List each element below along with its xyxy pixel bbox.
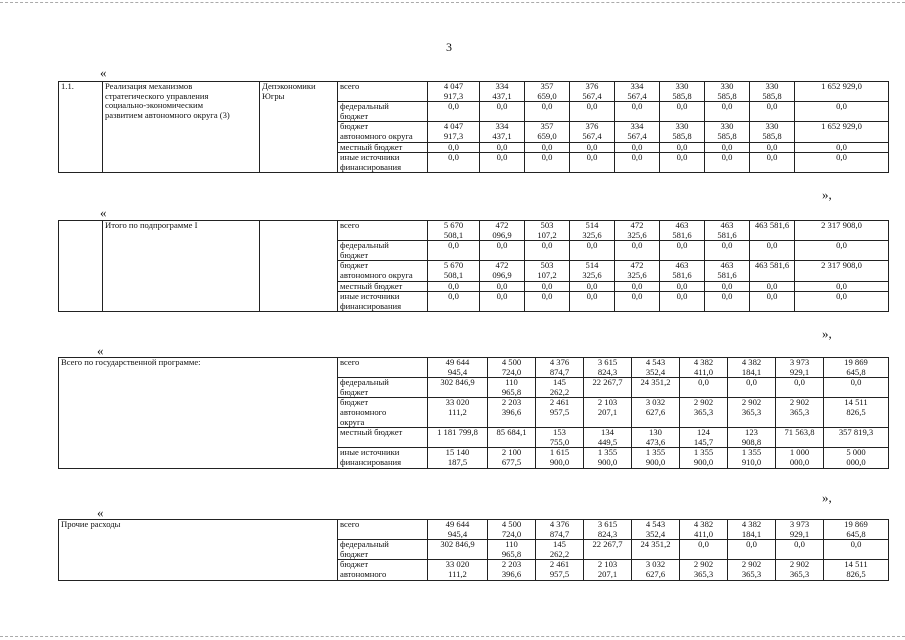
- value-cell: 22 267,7: [584, 540, 632, 560]
- funding-source: местный бюджет: [338, 142, 428, 153]
- value-cell: 0,0: [705, 292, 750, 312]
- funding-source: бюджет автономного: [338, 560, 428, 580]
- funding-source: бюджет автономного округа: [338, 398, 428, 428]
- value-cell: 0,0: [705, 241, 750, 261]
- value-cell: 0,0: [680, 540, 728, 560]
- value-cell: 302 846,9: [428, 378, 488, 398]
- value-cell: 503 107,2: [525, 221, 570, 241]
- value-cell: 0,0: [776, 540, 824, 560]
- value-cell: 1 000 000,0: [776, 448, 824, 468]
- open-quote: «: [100, 205, 107, 220]
- open-quote: «: [100, 65, 107, 80]
- value-cell: 2 317 908,0: [795, 221, 889, 241]
- value-cell: 357 819,3: [824, 428, 889, 448]
- value-cell: 85 684,1: [488, 428, 536, 448]
- value-cell: 145 262,2: [536, 540, 584, 560]
- value-cell: 357 659,0: [525, 82, 570, 102]
- value-cell: 463 581,6: [660, 261, 705, 281]
- value-cell: 0,0: [660, 142, 705, 153]
- value-cell: 145 262,2: [536, 378, 584, 398]
- value-cell: 0,0: [680, 378, 728, 398]
- value-cell: 0,0: [480, 292, 525, 312]
- value-cell: 0,0: [795, 102, 889, 122]
- value-cell: 334 437,1: [480, 122, 525, 142]
- value-cell: 0,0: [480, 142, 525, 153]
- value-cell: 1 652 929,0: [795, 122, 889, 142]
- value-cell: 3 615 824,3: [584, 358, 632, 378]
- value-cell: 24 351,2: [632, 378, 680, 398]
- value-cell: 4 500 724,0: [488, 358, 536, 378]
- value-cell: 3 032 627,6: [632, 560, 680, 580]
- table-subprogram-total: [58, 220, 889, 312]
- funding-source: местный бюджет: [338, 428, 428, 448]
- value-cell: 1 355 900,0: [680, 448, 728, 468]
- value-cell: 3 032 627,6: [632, 398, 680, 428]
- value-cell: 2 317 908,0: [795, 261, 889, 281]
- value-cell: 5 000 000,0: [824, 448, 889, 468]
- value-cell: 1 615 900,0: [536, 448, 584, 468]
- value-cell: 2 902 365,3: [728, 560, 776, 580]
- funding-source: иные источники финансирования: [338, 448, 428, 468]
- value-cell: 14 511 826,5: [824, 398, 889, 428]
- value-cell: 0,0: [525, 241, 570, 261]
- value-cell: 4 047 917,3: [428, 122, 480, 142]
- funding-source: всего: [338, 82, 428, 102]
- funding-source: федеральный бюджет: [338, 241, 428, 261]
- value-cell: 4 500 724,0: [488, 520, 536, 540]
- value-cell: 2 902 365,3: [680, 398, 728, 428]
- value-cell: 0,0: [728, 540, 776, 560]
- subprogram-title: Итого по подпрограмме I: [103, 221, 260, 312]
- value-cell: 0,0: [570, 281, 615, 292]
- value-cell: 0,0: [615, 142, 660, 153]
- value-cell: 3 973 929,1: [776, 358, 824, 378]
- table-row: [59, 82, 889, 102]
- value-cell: 330 585,8: [660, 82, 705, 102]
- table-section-1-1: [58, 81, 889, 173]
- table-program-total: [58, 357, 889, 469]
- value-cell: 330 585,8: [750, 82, 795, 102]
- close-quote: »,: [822, 326, 832, 341]
- value-cell: 1 181 799,8: [428, 428, 488, 448]
- value-cell: 0,0: [428, 241, 480, 261]
- value-cell: 514 325,6: [570, 261, 615, 281]
- value-cell: 2 203 396,6: [488, 560, 536, 580]
- value-cell: 330 585,8: [660, 122, 705, 142]
- value-cell: 130 473,6: [632, 428, 680, 448]
- value-cell: 330 585,8: [750, 122, 795, 142]
- responsible-executor: Депэкономики Югры: [260, 82, 338, 173]
- value-cell: 2 902 365,3: [680, 560, 728, 580]
- value-cell: 4 376 874,7: [536, 520, 584, 540]
- value-cell: 124 145,7: [680, 428, 728, 448]
- value-cell: 463 581,6: [705, 261, 750, 281]
- value-cell: 15 140 187,5: [428, 448, 488, 468]
- value-cell: 2 461 957,5: [536, 398, 584, 428]
- funding-source: иные источники финансирования: [338, 292, 428, 312]
- value-cell: 49 644 945,4: [428, 358, 488, 378]
- value-cell: 0,0: [570, 102, 615, 122]
- value-cell: 514 325,6: [570, 221, 615, 241]
- value-cell: 0,0: [795, 292, 889, 312]
- funding-source: федеральный бюджет: [338, 540, 428, 560]
- value-cell: 0,0: [750, 241, 795, 261]
- close-quote: »,: [822, 187, 832, 202]
- value-cell: 0,0: [750, 281, 795, 292]
- value-cell: 0,0: [660, 292, 705, 312]
- value-cell: 4 543 352,4: [632, 520, 680, 540]
- table-row: [59, 221, 889, 241]
- value-cell: 0,0: [525, 292, 570, 312]
- value-cell: 0,0: [795, 281, 889, 292]
- value-cell: 0,0: [570, 292, 615, 312]
- value-cell: 4 047 917,3: [428, 82, 480, 102]
- value-cell: 5 670 508,1: [428, 261, 480, 281]
- funding-source: всего: [338, 358, 428, 378]
- value-cell: 0,0: [570, 142, 615, 153]
- value-cell: 0,0: [480, 102, 525, 122]
- value-cell: 0,0: [525, 281, 570, 292]
- funding-source: бюджет автономного округа: [338, 261, 428, 281]
- value-cell: 0,0: [660, 153, 705, 173]
- value-cell: 110 965,8: [488, 540, 536, 560]
- value-cell: 2 203 396,6: [488, 398, 536, 428]
- value-cell: 0,0: [705, 142, 750, 153]
- value-cell: 0,0: [750, 153, 795, 173]
- value-cell: 0,0: [525, 142, 570, 153]
- value-cell: 376 567,4: [570, 122, 615, 142]
- row-number: 1.1.: [59, 82, 103, 173]
- value-cell: 376 567,4: [570, 82, 615, 102]
- value-cell: 0,0: [615, 153, 660, 173]
- value-cell: 0,0: [705, 153, 750, 173]
- value-cell: 2 100 677,5: [488, 448, 536, 468]
- value-cell: 5 670 508,1: [428, 221, 480, 241]
- value-cell: 19 869 645,8: [824, 358, 889, 378]
- value-cell: 0,0: [660, 241, 705, 261]
- value-cell: 357 659,0: [525, 122, 570, 142]
- value-cell: 330 585,8: [705, 82, 750, 102]
- responsible-empty: [260, 221, 338, 312]
- value-cell: 0,0: [428, 281, 480, 292]
- value-cell: 0,0: [615, 241, 660, 261]
- value-cell: 0,0: [428, 142, 480, 153]
- open-quote: «: [97, 343, 104, 358]
- value-cell: 0,0: [795, 241, 889, 261]
- table-other-expenses: [58, 519, 889, 581]
- value-cell: 0,0: [776, 378, 824, 398]
- value-cell: 4 382 184,1: [728, 358, 776, 378]
- funding-source: федеральный бюджет: [338, 378, 428, 398]
- value-cell: 0,0: [480, 241, 525, 261]
- value-cell: 334 437,1: [480, 82, 525, 102]
- scan-edge-bottom: [0, 636, 905, 637]
- value-cell: 0,0: [615, 281, 660, 292]
- value-cell: 1 355 900,0: [584, 448, 632, 468]
- value-cell: 3 973 929,1: [776, 520, 824, 540]
- value-cell: 2 103 207,1: [584, 560, 632, 580]
- value-cell: 0,0: [428, 292, 480, 312]
- value-cell: 463 581,6: [750, 261, 795, 281]
- value-cell: 302 846,9: [428, 540, 488, 560]
- value-cell: 153 755,0: [536, 428, 584, 448]
- value-cell: 33 020 111,2: [428, 560, 488, 580]
- value-cell: 2 461 957,5: [536, 560, 584, 580]
- value-cell: 0,0: [615, 292, 660, 312]
- value-cell: 0,0: [705, 102, 750, 122]
- program-total-title: Всего по государственной программе:: [59, 358, 338, 469]
- value-cell: 0,0: [795, 142, 889, 153]
- value-cell: 0,0: [428, 153, 480, 173]
- value-cell: 334 567,4: [615, 82, 660, 102]
- value-cell: 123 908,8: [728, 428, 776, 448]
- measure-title: Реализация механизмов стратегического управления социально-экономическим развитием автономного округа (3): [103, 82, 260, 173]
- value-cell: 0,0: [660, 102, 705, 122]
- value-cell: 0,0: [750, 142, 795, 153]
- value-cell: 472 325,6: [615, 221, 660, 241]
- value-cell: 71 563,8: [776, 428, 824, 448]
- value-cell: 4 376 874,7: [536, 358, 584, 378]
- scan-edge-top: [0, 2, 905, 3]
- value-cell: 19 869 645,8: [824, 520, 889, 540]
- value-cell: 0,0: [615, 102, 660, 122]
- row-number-empty: [59, 221, 103, 312]
- value-cell: 4 382 411,0: [680, 520, 728, 540]
- value-cell: 14 511 826,5: [824, 560, 889, 580]
- value-cell: 1 355 910,0: [728, 448, 776, 468]
- value-cell: 4 382 411,0: [680, 358, 728, 378]
- value-cell: 2 902 365,3: [728, 398, 776, 428]
- value-cell: 472 096,9: [480, 221, 525, 241]
- value-cell: 0,0: [824, 540, 889, 560]
- table-row: [59, 520, 889, 540]
- table-row: [59, 358, 889, 378]
- value-cell: 0,0: [480, 153, 525, 173]
- value-cell: 463 581,6: [750, 221, 795, 241]
- value-cell: 0,0: [428, 102, 480, 122]
- value-cell: 503 107,2: [525, 261, 570, 281]
- value-cell: 472 325,6: [615, 261, 660, 281]
- value-cell: 0,0: [750, 292, 795, 312]
- value-cell: 1 355 900,0: [632, 448, 680, 468]
- value-cell: 1 652 929,0: [795, 82, 889, 102]
- funding-source: иные источники финансирования: [338, 153, 428, 173]
- value-cell: 463 581,6: [660, 221, 705, 241]
- value-cell: 0,0: [728, 378, 776, 398]
- value-cell: 3 615 824,3: [584, 520, 632, 540]
- funding-source: местный бюджет: [338, 281, 428, 292]
- value-cell: 0,0: [750, 102, 795, 122]
- funding-source: бюджет автономного округа: [338, 122, 428, 142]
- value-cell: 0,0: [660, 281, 705, 292]
- value-cell: 22 267,7: [584, 378, 632, 398]
- value-cell: 33 020 111,2: [428, 398, 488, 428]
- value-cell: 24 351,2: [632, 540, 680, 560]
- value-cell: 0,0: [795, 153, 889, 173]
- value-cell: 0,0: [570, 153, 615, 173]
- value-cell: 0,0: [824, 378, 889, 398]
- value-cell: 472 096,9: [480, 261, 525, 281]
- value-cell: 330 585,8: [705, 122, 750, 142]
- value-cell: 0,0: [525, 102, 570, 122]
- value-cell: 4 382 184,1: [728, 520, 776, 540]
- value-cell: 134 449,5: [584, 428, 632, 448]
- value-cell: 0,0: [525, 153, 570, 173]
- value-cell: 334 567,4: [615, 122, 660, 142]
- close-quote: »,: [822, 490, 832, 505]
- funding-source: всего: [338, 520, 428, 540]
- other-expenses-title: Прочие расходы: [59, 520, 338, 581]
- value-cell: 463 581,6: [705, 221, 750, 241]
- funding-source: всего: [338, 221, 428, 241]
- value-cell: 0,0: [480, 281, 525, 292]
- value-cell: 2 902 365,3: [776, 398, 824, 428]
- value-cell: 2 103 207,1: [584, 398, 632, 428]
- value-cell: 4 543 352,4: [632, 358, 680, 378]
- value-cell: 49 644 945,4: [428, 520, 488, 540]
- value-cell: 2 902 365,3: [776, 560, 824, 580]
- value-cell: 110 965,8: [488, 378, 536, 398]
- funding-source: федеральный бюджет: [338, 102, 428, 122]
- open-quote: «: [97, 505, 104, 520]
- page-number: 3: [446, 40, 452, 54]
- value-cell: 0,0: [570, 241, 615, 261]
- value-cell: 0,0: [705, 281, 750, 292]
